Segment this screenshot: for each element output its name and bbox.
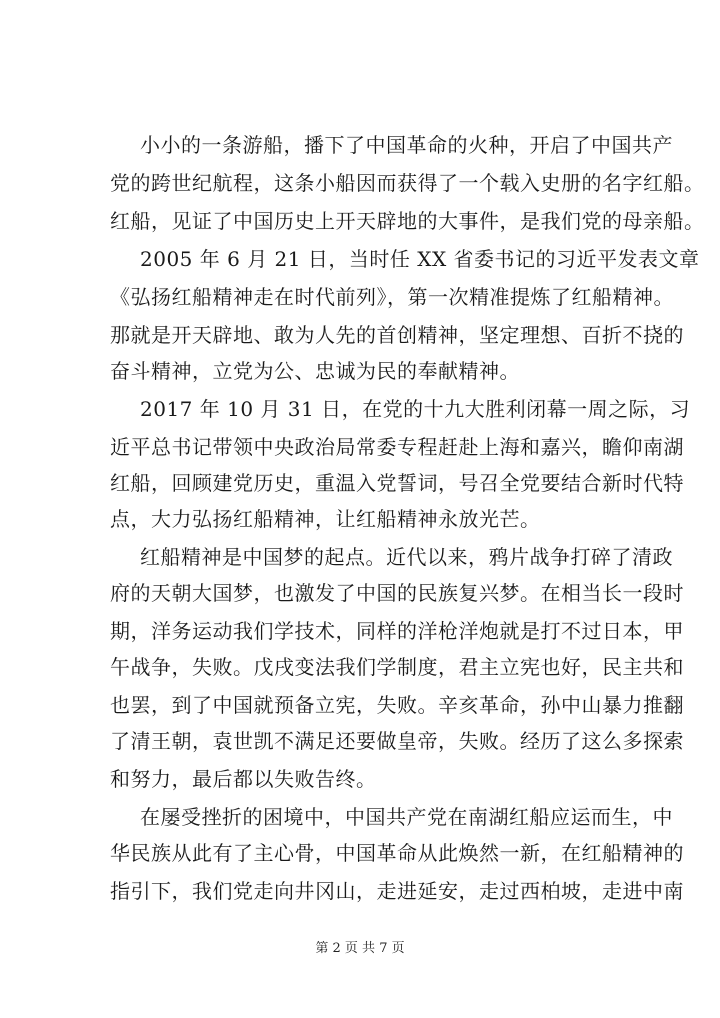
- text-line: 午战争，失败。戊戌变法我们学制度，君主立宪也好，民主共和: [110, 655, 684, 679]
- text-line: 小小的一条游船，播下了中国革命的火种，开启了中国共产: [140, 133, 673, 157]
- text-line: 红船，回顾建党历史，重温入党誓词，号召全党要结合新时代特: [110, 471, 684, 495]
- text-line: 那就是开天辟地、敢为人先的首创精神，坚定理想、百折不挠的: [110, 323, 684, 347]
- text-line: 党的跨世纪航程，这条小船因而获得了一个载入史册的名字红船。: [110, 171, 705, 195]
- page-number-footer: 第 2 页 共 7 页: [315, 941, 405, 956]
- text-line: 红船，见证了中国历史上开天辟地的大事件，是我们党的母亲船。: [110, 209, 705, 233]
- text-line: 指引下，我们党走向井冈山，走进延安，走过西柏坡，走进中南: [110, 879, 684, 903]
- text-line: 也罢，到了中国就预备立宪，失败。辛亥革命，孙中山暴力推翻: [110, 693, 684, 717]
- text-line: 点，大力弘扬红船精神，让红船精神永放光芒。: [110, 507, 541, 531]
- text-line: 了清王朝，袁世凯不满足还要做皇帝，失败。经历了这么多探索: [110, 729, 684, 753]
- text-line: 红船精神是中国梦的起点。近代以来，鸦片战争打碎了清政: [140, 545, 673, 569]
- text-line: 2017 年 10 月 31 日，在党的十九大胜利闭幕一周之际，习: [140, 397, 691, 421]
- text-line: 在屡受挫折的困境中，中国共产党在南湖红船应运而生，中: [140, 805, 673, 829]
- text-line: 府的天朝大国梦，也激发了中国的民族复兴梦。在相当长一段时: [110, 581, 684, 605]
- text-line: 期，洋务运动我们学技术，同样的洋枪洋炮就是打不过日本，甲: [110, 619, 684, 643]
- text-line: 和努力，最后都以失败告终。: [110, 767, 377, 791]
- text-line: 《弘扬红船精神走在时代前列》，第一次精准提炼了红船精神。: [110, 285, 674, 309]
- text-line: 近平总书记带领中央政治局常委专程赶赴上海和嘉兴，瞻仰南湖: [110, 435, 684, 459]
- text-line: 2005 年 6 月 21 日，当时任 XX 省委书记的习近平发表文章: [140, 247, 700, 271]
- text-line: 奋斗精神，立党为公、忠诚为民的奉献精神。: [110, 359, 520, 383]
- text-line: 华民族从此有了主心骨，中国革命从此焕然一新，在红船精神的: [110, 841, 684, 865]
